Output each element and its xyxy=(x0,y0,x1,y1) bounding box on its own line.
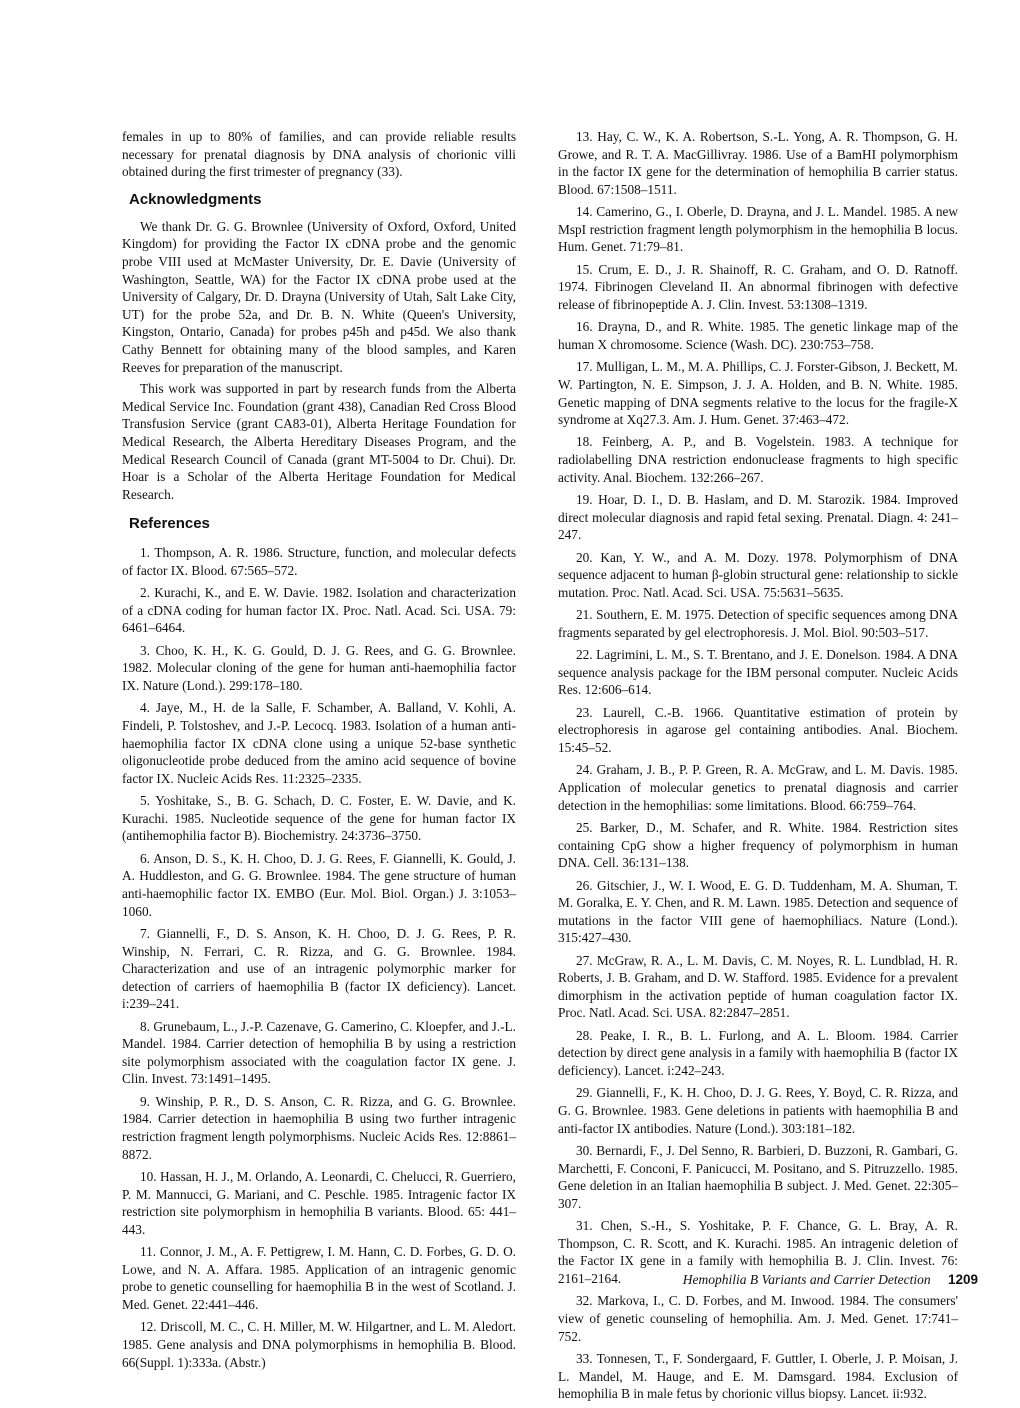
reference-item: 24. Graham, J. B., P. P. Green, R. A. McGraw, and L. M. Davis. 1985. Application of molecular genetics to prenatal diagnosis and carrier detection in the hemophilias: some limitations. Blood. 66:759–764. xyxy=(558,762,958,813)
reference-item: 6. Anson, D. S., K. H. Choo, D. J. G. Rees, F. Giannelli, K. Gould, J. A. Huddleston, and G. G. Brownlee. 1984. The gene structure of human anti-haemophilic factor IX. EMBO (Eur. Mol. Biol. Organ.) J. 3:1053–1060. xyxy=(122,850,516,919)
references-heading: References xyxy=(129,515,210,533)
reference-item: 1. Thompson, A. R. 1986. Structure, function, and molecular defects of factor IX. Blood. 67:565–572. xyxy=(122,545,516,578)
reference-item: 9. Winship, P. R., D. S. Anson, C. R. Rizza, and G. G. Brownlee. 1984. Carrier detection in haemophilia B using two further intragenic restriction fragment length polymorphisms. Nucleic Acids Res. 12:8861–8872. xyxy=(122,1093,516,1162)
reference-item: 15. Crum, E. D., J. R. Shainoff, R. C. Graham, and O. D. Ratnoff. 1974. Fibrinogen Cleveland II. An abnormal fibrinogen with defective release of fibrinopeptide A. J. Clin. Invest. 53:1308–1319. xyxy=(558,261,958,312)
reference-item: 3. Choo, K. H., K. G. Gould, D. J. G. Rees, and G. G. Brownlee. 1982. Molecular cloning of the gene for human anti-haemophilia factor IX. Nature (Lond.). 299:178–180. xyxy=(122,642,516,694)
reference-item: 31. Chen, S.-H., S. Yoshitake, P. F. Chance, G. L. Bray, A. R. Thompson, C. R. Scott, and K. Kurachi. 1985. An intragenic deletion of the Factor IX gene in a family with hemophilia B. J. Clin. Invest. 76: 2161–2164. xyxy=(558,1218,958,1286)
reference-item: 30. Bernardi, F., J. Del Senno, R. Barbieri, D. Buzzoni, R. Gambari, G. Marchetti, F. Conconi, F. Panicucci, M. Positano, and S. Pitruzzello. 1985. Gene deletion in an Italian haemophilia B subject. J. Med. Genet. 22:305–307. xyxy=(558,1143,958,1211)
reference-item: 4. Jaye, M., H. de la Salle, F. Schamber, A. Balland, V. Kohli, A. Findeli, P. Tolstoshev, and J.-P. Lecocq. 1983. Isolation of a human anti-haemophilia factor IX cDNA clone using a unique 52-base synthetic oligonucleotide probe deduced from the amino acid sequence of bovine factor IX. Nucleic Acids Res. 11:2325–2335. xyxy=(122,700,516,786)
acknowledgments-heading: Acknowledgments xyxy=(129,190,262,208)
reference-item: 7. Giannelli, F., D. S. Anson, K. H. Choo, D. J. G. Rees, P. R. Winship, N. Ferrari, C. R. Rizza, and G. G. Brownlee. 1984. Characterization and use of an intragenic polymorphic marker for detection of carriers of haemophilia B (factor IX deficiency). Lancet. i:239–241. xyxy=(122,925,516,1012)
reference-item: 29. Giannelli, F., K. H. Choo, D. J. G. Rees, Y. Boyd, C. R. Rizza, and G. G. Brownlee. 1983. Gene deletions in patients with haemophilia B and anti-factor IX antibodies. Nature (Lond.). 303:181–182. xyxy=(558,1085,958,1136)
reference-item: 13. Hay, C. W., K. A. Robertson, S.-L. Yong, A. R. Thompson, G. H. Growe, and R. T. A. MacGillivray. 1986. Use of a BamHI polymorphism in the factor IX gene for the determination of hemophilia B carrier status. Blood. 67:1508–1511. xyxy=(558,129,958,197)
page-number: 1209 xyxy=(947,1272,978,1287)
reference-item: 23. Laurell, C.-B. 1966. Quantitative estimation of protein by electrophoresis in agarose gel containing antibodies. Anal. Biochem. 15:45–52. xyxy=(558,704,958,755)
reference-list-left xyxy=(122,544,516,1371)
reference-item: 10. Hassan, H. J., M. Orlando, A. Leonardi, C. Chelucci, R. Guerriero, P. M. Mannucci, G. Mariani, and C. Peschle. 1985. Intragenic factor IX restriction site polymorphism in hemophilia B variants. Blood. 65: 441–443. xyxy=(122,1169,516,1237)
reference-item: 22. Lagrimini, L. M., S. T. Brentano, and J. E. Donelson. 1984. A DNA sequence analysis package for the IBM personal computer. Nucleic Acids Res. 12:606–614. xyxy=(558,647,958,698)
reference-item: 27. McGraw, R. A., L. M. Davis, C. M. Noyes, R. L. Lundblad, H. R. Roberts, J. B. Graham, and D. W. Stafford. 1985. Evidence for a prevalent dimorphism in the activation peptide of human coagulation factor IX. Proc. Natl. Acad. Sci. USA. 82:2847–2851. xyxy=(558,952,958,1021)
acknowledgments-paragraph: This work was supported in part by research funds from the Alberta Medical Service Inc. Foundation (grant 438), Canadian Red Cross Blood Transfusion Service (grant CA83-01), Alberta Heritage Foundation for Medical Research, the Alberta Hereditary Diseases Program, and the Medical Research Council of Canada (grant MT-5004 to Dr. Chui). Dr. Hoar is a Scholar of the Alberta Heritage Foundation for Medical Research. xyxy=(122,381,516,502)
right-column xyxy=(558,128,958,1408)
reference-item: 8. Grunebaum, L., J.-P. Cazenave, G. Camerino, C. Kloepfer, and J.-L. Mandel. 1984. Carrier detection of hemophilia B by using a restriction site polymorphism associated with the coagulation factor IX gene. J. Clin. Invest. 73:1491–1495. xyxy=(122,1018,516,1087)
reference-list-right xyxy=(558,128,958,1403)
reference-item: 11. Connor, J. M., A. F. Pettigrew, I. M. Hann, C. D. Forbes, G. D. O. Lowe, and N. A. Affara. 1985. Application of an intragenic genomic probe to genetic counselling for haemophilia B in the west of Scotland. J. Med. Genet. 22:441–446. xyxy=(122,1244,516,1312)
reference-item: 14. Camerino, G., I. Oberle, D. Drayna, and J. L. Mandel. 1985. A new MspI restriction fragment length polymorphism in the hemophilia B locus. Hum. Genet. 71:79–81. xyxy=(558,204,958,255)
reference-item: 21. Southern, E. M. 1975. Detection of specific sequences among DNA fragments separated by gel electrophoresis. J. Mol. Biol. 90:503–517. xyxy=(558,607,958,640)
reference-item: 2. Kurachi, K., and E. W. Davie. 1982. Isolation and characterization of a cDNA coding for human factor IX. Proc. Natl. Acad. Sci. USA. 79: 6461–6464. xyxy=(122,585,516,636)
reference-item: 16. Drayna, D., and R. White. 1985. The genetic linkage map of the human X chromosome. Science (Wash. DC). 230:753–758. xyxy=(558,319,958,352)
intro-paragraph: females in up to 80% of families, and can provide reliable results necessary for prenatal diagnosis by DNA analysis of chorionic villi obtained during the first trimester of pregnancy (33). xyxy=(122,129,516,180)
reference-item: 5. Yoshitake, S., B. G. Schach, D. C. Foster, E. W. Davie, and K. Kurachi. 1985. Nucleotide sequence of the gene for human factor IX (antihemophilia factor B). Biochemistry. 24:3736–3750. xyxy=(122,793,516,844)
reference-item: 32. Markova, I., C. D. Forbes, and M. Inwood. 1984. The consumers' view of genetic counseling of hemophilia. Am. J. Med. Genet. 17:741–752. xyxy=(558,1293,958,1344)
reference-item: 19. Hoar, D. I., D. B. Haslam, and D. M. Starozik. 1984. Improved direct molecular diagnosis and rapid fetal sexing. Prenatal. Diagn. 4: 241–247. xyxy=(558,492,958,543)
reference-item: 33. Tonnesen, T., F. Sondergaard, F. Guttler, I. Oberle, J. P. Moisan, J. L. Mandel, M. Hauge, and E. M. Damsgard. 1984. Exclusion of hemophilia B in male fetus by chorionic villus biopsy. Lancet. ii:932. xyxy=(558,1350,958,1402)
page-footer xyxy=(683,1272,978,1288)
acknowledgments-paragraph: We thank Dr. G. G. Brownlee (University of Oxford, Oxford, United Kingdom) for providing the Factor IX cDNA probe and the genomic probe VIII used at McMaster University, Dr. E. Davie (University of Washington, Seattle, WA) for the Factor IX cDNA probe used at the University of Calgary, Dr. D. Drayna (University of Utah, Salt Lake City, UT) for the probe 52a, and Dr. B. N. White (Queen's University, Kingston, Ontario, Canada) for probes p45h and p45d. We also thank Cathy Bennett for obtaining many of the blood samples, and Karen Reeves for preparation of the manuscript. xyxy=(122,218,516,375)
reference-item: 12. Driscoll, M. C., C. H. Miller, M. W. Hilgartner, and L. M. Aledort. 1985. Gene analysis and DNA polymorphisms in hemophilia B. Blood. 66(Suppl. 1):333a. (Abstr.) xyxy=(122,1319,516,1370)
reference-item: 26. Gitschier, J., W. I. Wood, E. G. D. Tuddenham, M. A. Shuman, T. M. Goralka, E. Y. Chen, and R. M. Lawn. 1985. Detection and sequence of mutations in the factor VIII gene of haemophiliacs. Nature (Lond.). 315:427–430. xyxy=(558,877,958,946)
left-column xyxy=(122,128,516,1376)
reference-item: 18. Feinberg, A. P., and B. Vogelstein. 1983. A technique for radiolabelling DNA restriction endonuclease fragments to high specific activity. Anal. Biochem. 132:266–267. xyxy=(558,434,958,485)
reference-item: 28. Peake, I. R., B. L. Furlong, and A. L. Bloom. 1984. Carrier detection by direct gene analysis in a family with haemophilia B (factor IX deficiency). Lancet. i:242–243. xyxy=(558,1027,958,1079)
running-title: Hemophilia B Variants and Carrier Detection xyxy=(682,1272,931,1287)
reference-item: 25. Barker, D., M. Schafer, and R. White. 1984. Restriction sites containing CpG show a higher frequency of polymorphism in human DNA. Cell. 36:131–138. xyxy=(558,819,958,871)
reference-item: 20. Kan, Y. W., and A. M. Dozy. 1978. Polymorphism of DNA sequence adjacent to human β-globin structural gene: relationship to sickle mutation. Proc. Natl. Acad. Sci. USA. 75:5631–5635. xyxy=(558,549,958,600)
reference-item: 17. Mulligan, L. M., M. A. Phillips, C. J. Forster-Gibson, J. Beckett, M. W. Partington, N. E. Simpson, J. J. A. Holden, and B. N. White. 1985. Genetic mapping of DNA segments relative to the locus for the fragile-X syndrome at Xq27.3. Am. J. Hum. Genet. 37:463–472. xyxy=(558,359,958,428)
